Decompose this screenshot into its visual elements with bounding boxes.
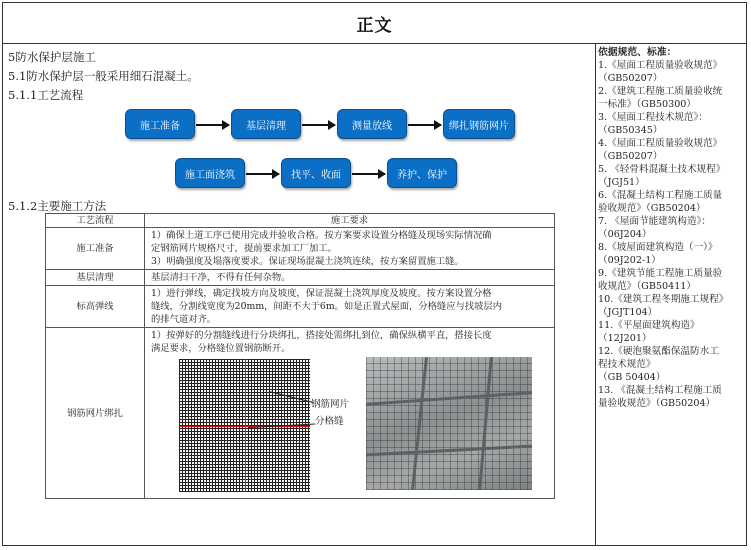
table-row [46,286,555,328]
callout-mesh-label: 钢筋网片 [311,399,350,410]
method-table [45,213,555,499]
requirement-line: 缝线，分割线宽度为20mm，间距不大于6m。如是正置式屋面，分格缝应与找坡层内 [151,301,502,312]
process-cell: 钢筋网片绑扎 [46,328,145,499]
standard-item: 1.《屋面工程质量验收规范》 （GB50207） [598,60,723,84]
process-cell: 标高弹线 [46,286,145,328]
flow-step-prepare: 施工准备 [125,109,195,139]
flow-step-survey: 测量放线 [337,109,407,139]
callout-joint-label: 分格缝 [315,416,344,427]
requirement-line: 1）按弹好的分割缝线进行分块绑扎，搭接处需绑扎到位，确保纵横平直，搭接长度 [151,330,492,341]
sidebar-title: 依据规范、标准： [598,47,677,58]
standard-item: 5. 《轻骨料混凝土技术规程》 （JGJ51） [598,164,726,188]
site-photo [366,357,532,490]
requirement-line: 3）明确强度及塌落度要求。保证现场混凝土浇筑连续，按方案留置施工缝。 [151,256,464,267]
flow-step-cure: 养护、保护 [387,158,457,188]
table-row [46,270,555,286]
standard-item: 4.《屋面工程质量验收规范》 （GB50207） [598,138,723,162]
standard-item: 3.《屋面工程技术规范》： （GB50345） [598,112,708,136]
document-page [2,2,747,546]
requirement-cell [145,270,555,286]
requirement-line: 基层清扫干净，不得有任何杂物。 [151,272,291,283]
header [3,3,746,44]
standard-item: 13. 《混凝土结构工程施工质 量验收规范》（GB50204） [598,385,722,409]
flow-step-rebar: 绑扎钢筋网片 [443,109,515,139]
standard-item: 10.《建筑工程冬期施工规程》 （JGJT104） [598,294,729,318]
requirement-line: 1）进行弹线，确定找坡方向及坡度，保证混凝土浇筑厚度及坡度。按方案设置分格 [151,288,492,299]
flow-arrow [196,124,229,126]
standard-item: 12.《硬泡聚氨酯保温防水工 程技术规范》 （GB 50404） [598,346,719,383]
process-cell: 施工准备 [46,228,145,270]
requirement-cell [145,328,555,499]
illustration-area [151,357,548,497]
standard-item: 7. 《屋面节能建筑构造》： （06J204） [598,216,711,240]
requirement-line: 定钢筋网片规格尺寸，提前要求加工厂加工。 [151,243,337,254]
standard-item: 8.《坡屋面建筑构造（一）》 （09J202-1） [598,242,718,266]
table-row [46,328,555,499]
flow-step-clean: 基层清理 [231,109,301,139]
joint-line-horizontal [179,426,310,427]
requirement-cell [145,228,555,270]
requirement-cell [145,286,555,328]
section-5-1: 5.1防水保护层一般采用细石混凝土。 [8,69,199,83]
flow-step-level: 找平、收面 [281,158,351,188]
flow-arrow [408,124,441,126]
requirement-line: 1）确保上道工序已使用完成并验收合格。按方案要求设置分格缝及现场实际情况确 [151,230,492,241]
table-header-requirement: 施工要求 [145,214,555,228]
process-cell: 基层清理 [46,270,145,286]
flow-arrow [302,124,335,126]
flow-arrow [246,173,279,175]
section-5-1-2: 5.1.2主要施工方法 [8,199,107,213]
flow-step-pour: 施工面浇筑 [175,158,245,188]
table-row [46,228,555,270]
standards-sidebar [598,46,746,410]
standard-item: 9.《建筑节能工程施工质量验 收规范》（GB50411） [598,268,723,292]
requirement-line: 满足要求，分格缝位置钢筋断开。 [151,343,291,354]
section-5-1-1: 5.1.1工艺流程 [8,88,84,102]
standard-item: 6.《混凝土结构工程施工质量 验收规范》（GB50204） [598,190,723,214]
flow-arrow [352,173,385,175]
section-title: 5防水保护层施工 [8,50,96,64]
standard-item: 2.《建筑工程施工质量验收统 一标准》（GB50300） [598,86,723,110]
requirement-line: 的排气道对齐。 [151,314,217,325]
standard-item: 11.《平屋面建筑构造》 （12J201） [598,320,700,344]
table-header-process: 工艺流程 [46,214,145,228]
page-title: 正文 [356,15,393,36]
table-header-row [46,214,555,228]
